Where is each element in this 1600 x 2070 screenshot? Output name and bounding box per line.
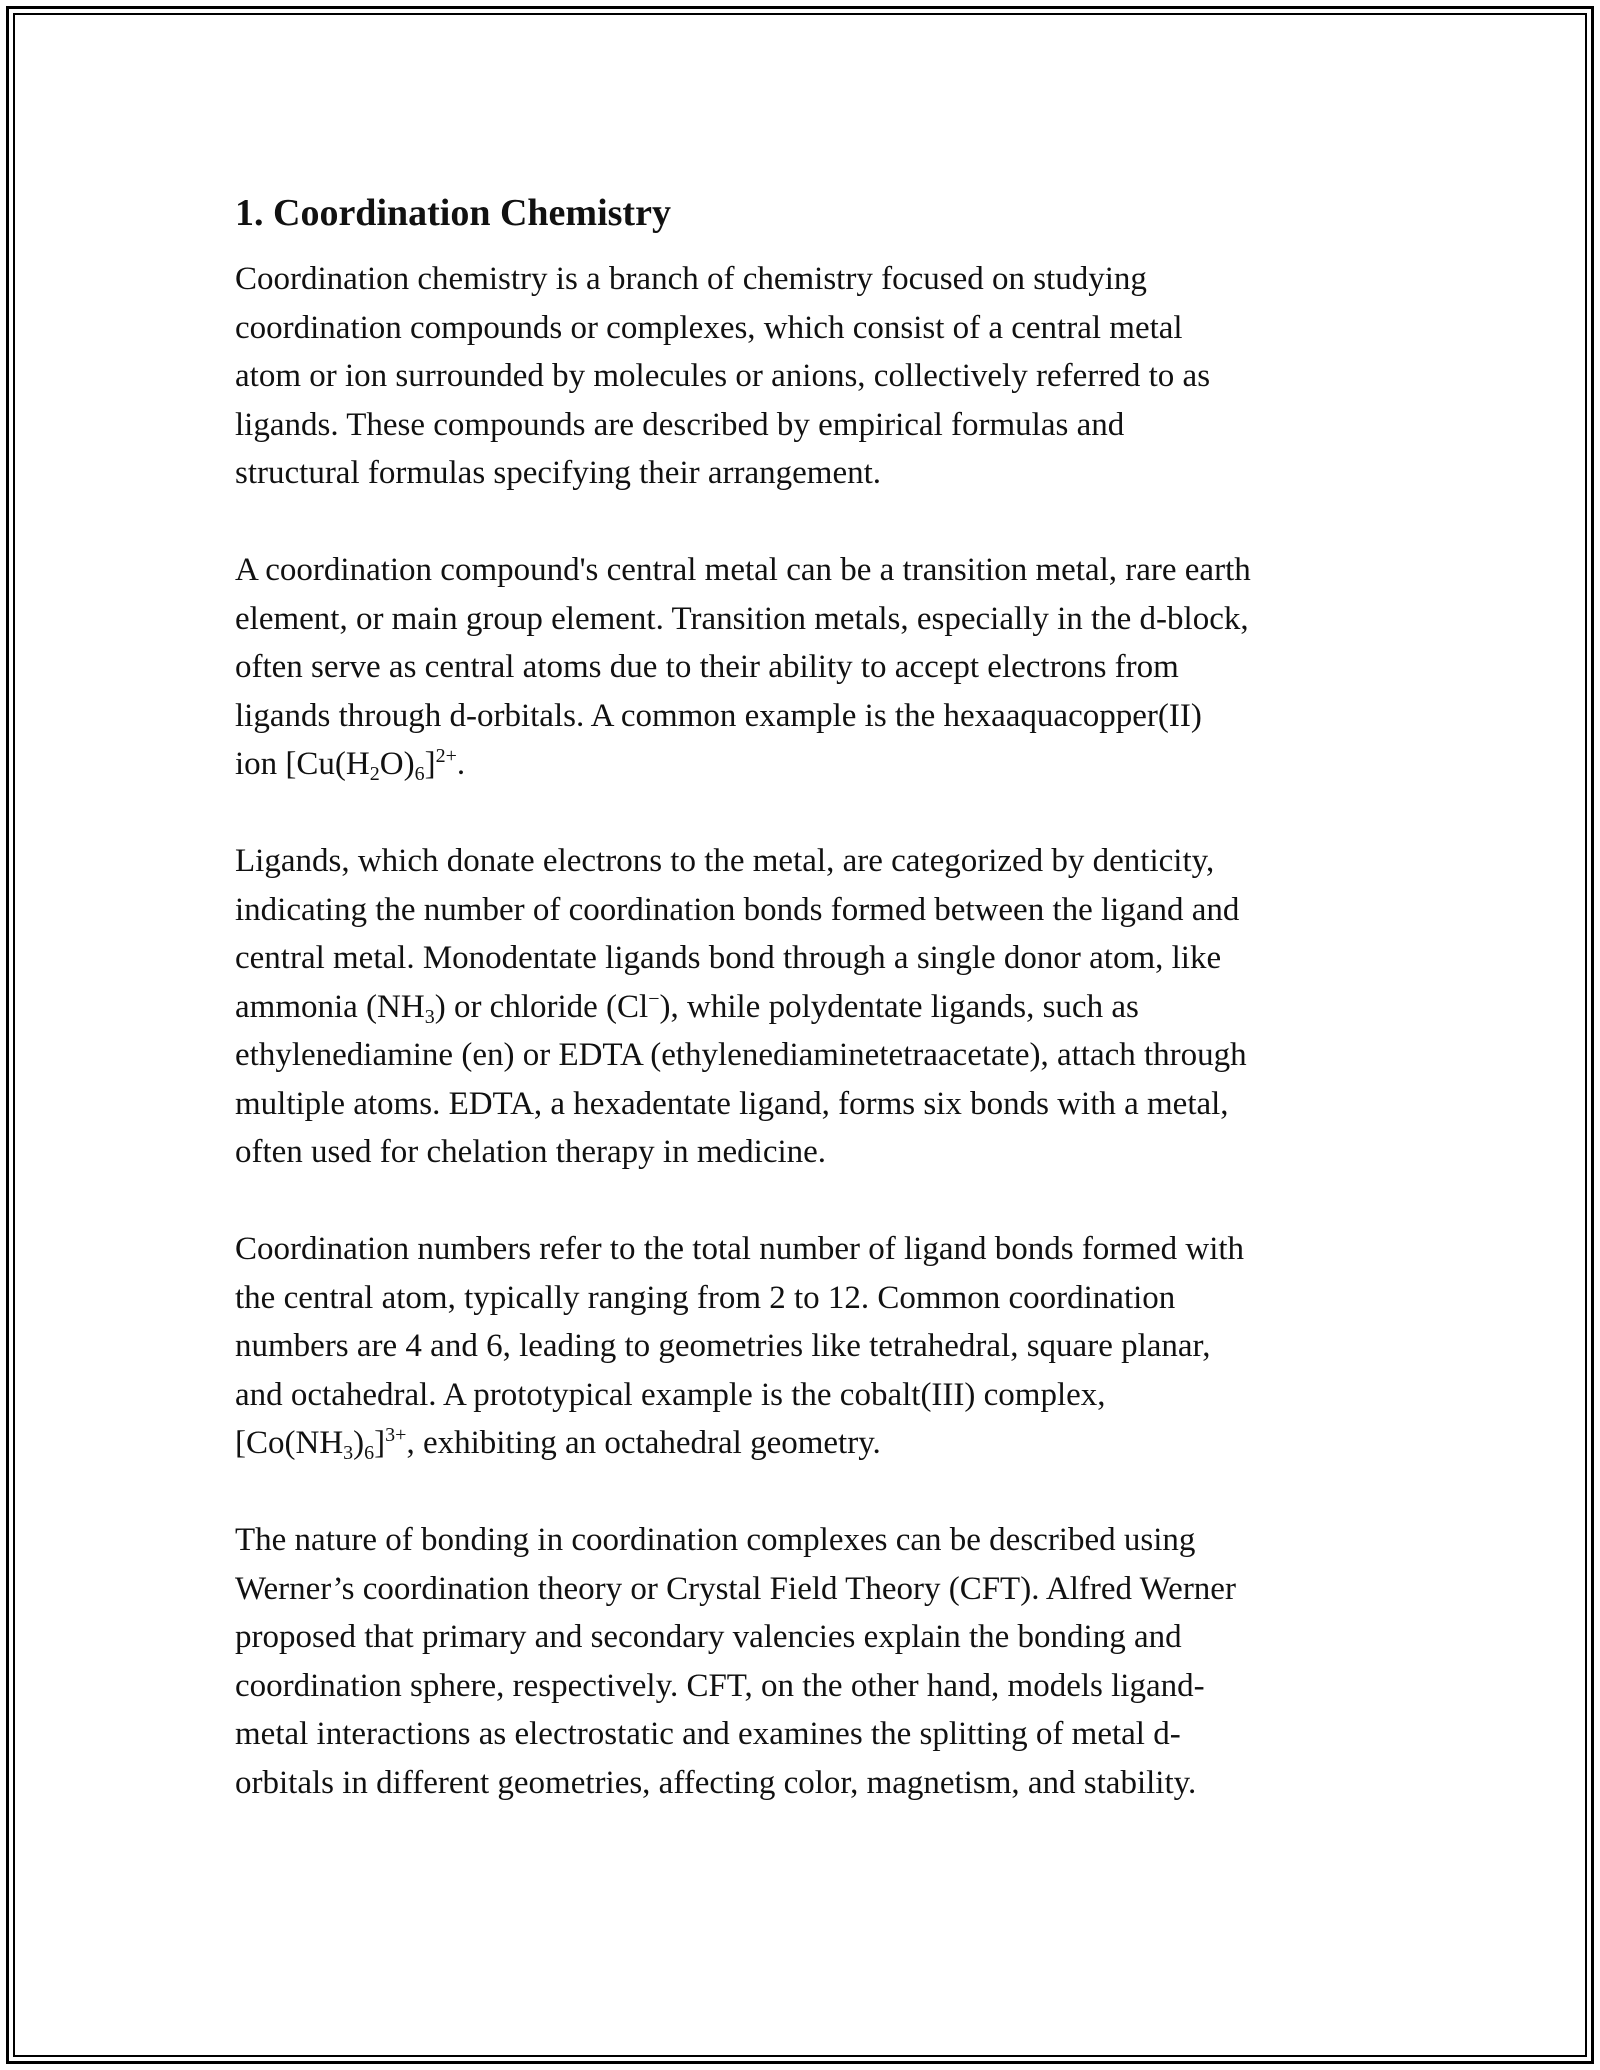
text-line: Coordination chemistry is a branch of chemistry focused on studying: [235, 261, 1147, 297]
text-line: central metal. Monodentate ligands bond through a single donor atom, like: [235, 940, 1222, 976]
subscript: 2: [369, 763, 380, 785]
text-line: and octahedral. A prototypical example is the cobalt(III) complex,: [235, 1376, 1106, 1413]
text-line: A coordination compound's central metal can be a transition metal, rare earth: [235, 552, 1251, 588]
text-line: often serve as central atoms due to their ability to accept electrons from: [235, 649, 1179, 685]
text-line: Werner’s coordination theory or Crystal Field Theory (CFT). Alfred Werner: [235, 1570, 1236, 1607]
text-line: indicating the number of coordination bonds formed between the ligand and: [235, 891, 1240, 928]
text-line: numbers are 4 and 6, leading to geometries like tetrahedral, square planar,: [235, 1328, 1211, 1364]
text-line: orbitals in different geometries, affecting color, magnetism, and stability.: [235, 1764, 1197, 1801]
paragraph-1: [235, 255, 1375, 498]
text-line-formula: ion $[Cu(H_2O)_6]^{2+}$.: [235, 745, 466, 785]
text-line: coordination sphere, respectively. CFT, on the other hand, models ligand-: [235, 1667, 1205, 1704]
text-line: ligands. These compounds are described by empirical formulas and: [235, 406, 1125, 443]
text-line: structural formulas specifying their arrangement.: [235, 455, 882, 491]
subscript: 3: [343, 1442, 354, 1464]
subscript: 6: [364, 1442, 375, 1464]
paragraph-4: [235, 1225, 1375, 1468]
text-line: ethylenediamine (en) or EDTA (ethylenediaminetetraacetate), attach through: [235, 1037, 1247, 1073]
subscript: 3: [424, 1005, 435, 1028]
text-line: The nature of bonding in coordination complexes can be described using: [235, 1522, 1196, 1558]
text-line: Coordination numbers refer to the total number of ligand bonds formed with: [235, 1231, 1245, 1267]
subscript: 6: [414, 763, 425, 785]
text-line: element, or main group element. Transition metals, especially in the d-block,: [235, 600, 1249, 637]
text-line: atom or ion surrounded by molecules or anions, collectively referred to as: [235, 358, 1211, 394]
document-body: [235, 185, 1375, 1856]
superscript: 2+: [435, 745, 457, 767]
text-line-formula: ammonia $(NH_3)$ or chloride (Cl−), while polydentate ligands, such as: [235, 987, 1139, 1028]
text-line: proposed that primary and secondary valencies explain the bonding and: [235, 1619, 1182, 1655]
text-line: coordination compounds or complexes, which consist of a central metal: [235, 309, 1183, 346]
text-line: the central atom, typically ranging from 2 to 12. Common coordination: [235, 1279, 1176, 1316]
text-line: often used for chelation therapy in medicine.: [235, 1134, 827, 1170]
section-heading: 1. Coordination Chemistry: [235, 192, 671, 234]
text-line-formula: $[Co(NH_3)_6]^{3+}$, exhibiting an octahedral geometry.: [235, 1424, 881, 1464]
text-line: Ligands, which donate electrons to the metal, are categorized by denticity,: [235, 843, 1215, 879]
text-line: multiple atoms. EDTA, a hexadentate ligand, forms six bonds with a metal,: [235, 1085, 1229, 1122]
superscript: 3+: [385, 1424, 407, 1446]
paragraph-3: [235, 837, 1375, 1177]
superscript: −: [648, 987, 660, 1010]
text-line: metal interactions as electrostatic and examines the splitting of metal d-: [235, 1716, 1181, 1752]
text-line: ligands through d-orbitals. A common example is the hexaaquacopper(II): [235, 697, 1202, 734]
paragraph-5: [235, 1516, 1375, 1807]
paragraph-2: [235, 546, 1375, 789]
